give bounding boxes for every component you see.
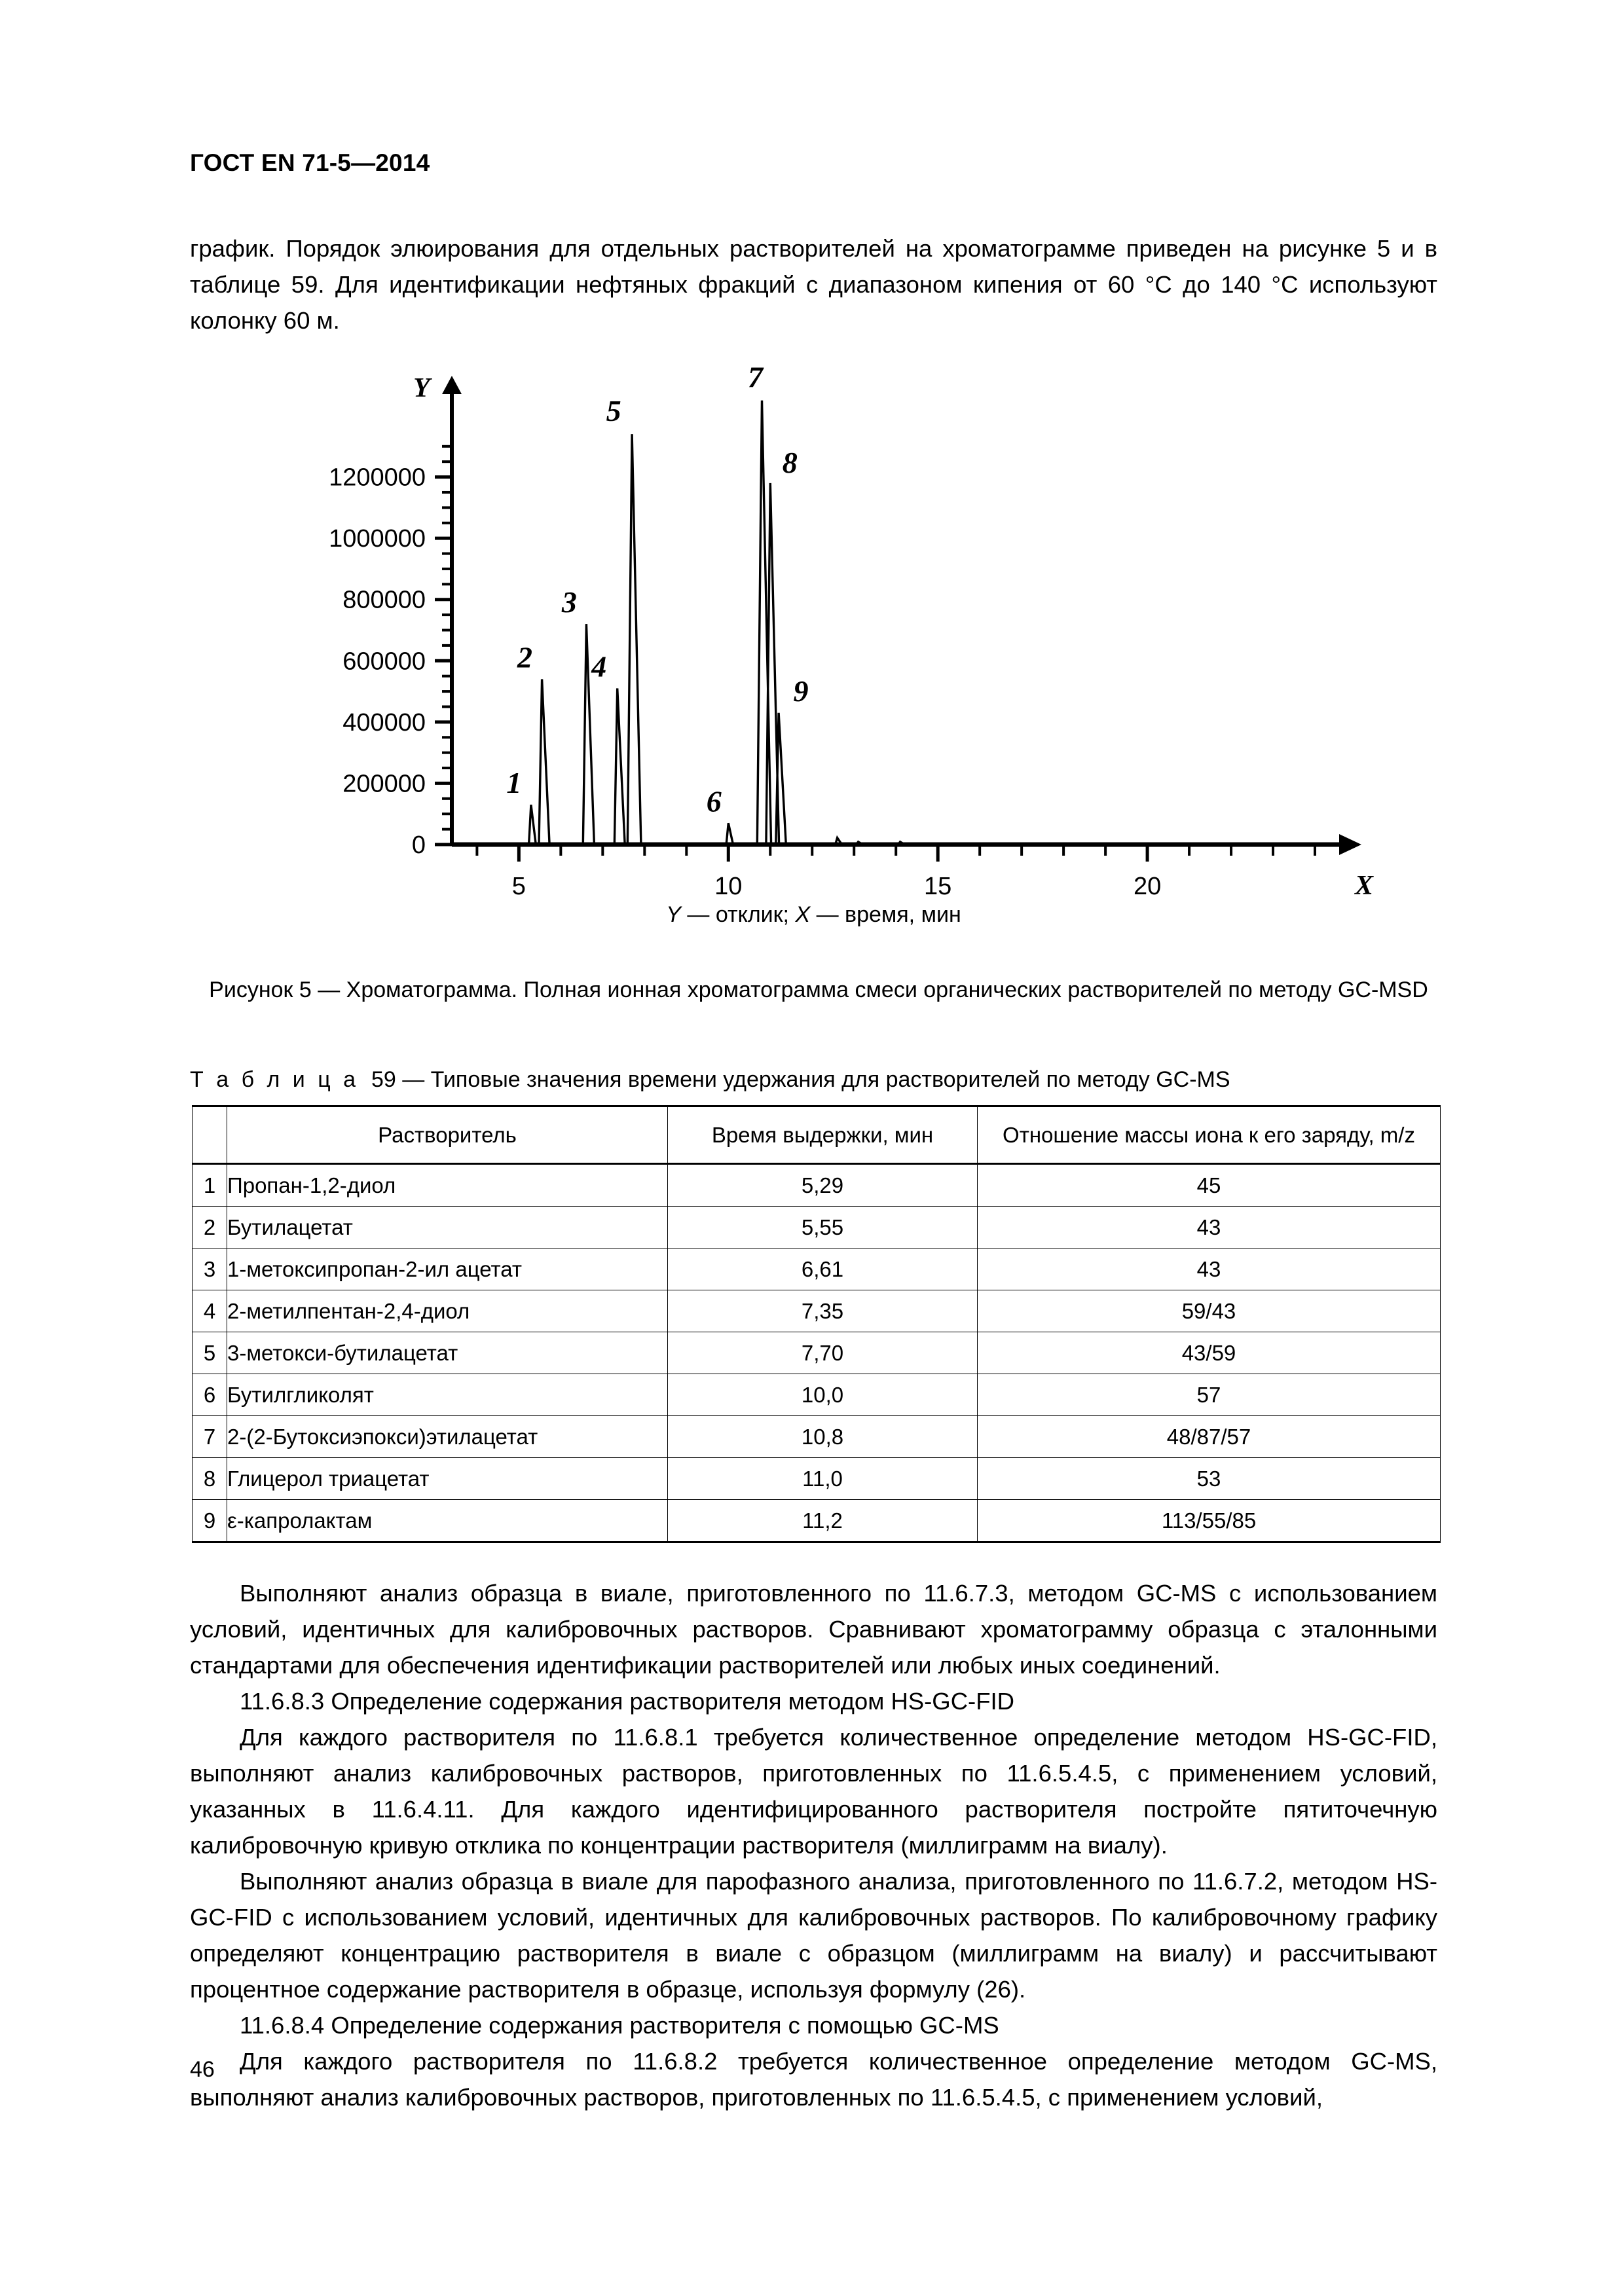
cell-index: 8 xyxy=(193,1458,227,1500)
cell-index: 7 xyxy=(193,1416,227,1458)
paragraph-6: Для каждого растворителя по 11.6.8.2 требуется количественное определение методом GC-MS, выполняют анализ калибровочных растворов, приготовленных по 11.6.5.4.5, с применением условий, xyxy=(190,2048,1437,2111)
table-title-prefix: Т а б л и ц а xyxy=(190,1067,360,1092)
chromatogram-figure xyxy=(190,354,1437,930)
cell-mz: 43 xyxy=(978,1248,1441,1290)
y-axis-tick-label: 1000000 xyxy=(329,525,426,553)
figure-axis-note xyxy=(190,902,1437,928)
table-row xyxy=(193,1290,1441,1332)
table-header-row xyxy=(193,1106,1441,1164)
table-row xyxy=(193,1374,1441,1416)
y-axis-arrow xyxy=(442,376,462,394)
cell-index: 2 xyxy=(193,1207,227,1248)
table-row xyxy=(193,1416,1441,1458)
table-row xyxy=(193,1248,1441,1290)
cell-mz: 48/87/57 xyxy=(978,1416,1441,1458)
table-title-rest: 59 — Типовые значения времени удержания для растворителей по методу GC-MS xyxy=(371,1067,1230,1092)
y-axis-tick-label: 400000 xyxy=(342,708,426,737)
clause-11-6-8-3-heading: 11.6.8.3 Определение содержания растворителя методом HS-GC-FID xyxy=(240,1688,1015,1715)
y-axis-tick-label: 600000 xyxy=(342,647,426,676)
clause-11-6-8-4-heading: 11.6.8.4 Определение содержания растворителя с помощью GC-MS xyxy=(240,2012,999,2039)
axis-note-x-letter: X xyxy=(795,902,811,927)
y-axis-tick-label: 200000 xyxy=(342,770,426,798)
cell-solvent: Пропан-1,2-диол xyxy=(227,1164,668,1207)
cell-solvent: Глицерол триацетат xyxy=(227,1458,668,1500)
peak-label-5: 5 xyxy=(606,394,621,428)
peak-label-1: 1 xyxy=(506,766,522,800)
table-head xyxy=(193,1106,1441,1164)
header-mass-charge: Отношение массы иона к его заряду, m/z xyxy=(978,1106,1441,1164)
x-axis-letter: X xyxy=(1354,871,1374,901)
table-body xyxy=(193,1164,1441,1542)
table-row xyxy=(193,1207,1441,1248)
cell-mz: 59/43 xyxy=(978,1290,1441,1332)
x-axis-arrow xyxy=(1339,834,1361,855)
table-row xyxy=(193,1164,1441,1207)
cell-time: 5,29 xyxy=(668,1164,978,1207)
paragraph-3: Для каждого растворителя по 11.6.8.1 требуется количественное определение методом HS-GC-FID, выполняют анализ калибровочных растворов, приготовленных по 11.6.5.4.5, с применением условий, указанных в 11.6.4.11. Для каждого идентифицированного растворителя постройте пятиточечную калибровочную кривую отклика по концентрации растворителя (миллиграмм на виалу). xyxy=(190,1724,1437,1859)
cell-index: 3 xyxy=(193,1248,227,1290)
cell-mz: 113/55/85 xyxy=(978,1500,1441,1542)
y-axis-tick-label: 800000 xyxy=(342,586,426,614)
cell-mz: 43 xyxy=(978,1207,1441,1248)
cell-time: 11,2 xyxy=(668,1500,978,1542)
cell-mz: 57 xyxy=(978,1374,1441,1416)
y-axis-letter: Y xyxy=(413,373,430,403)
peak-label-9: 9 xyxy=(793,674,809,708)
cell-solvent: ε-капролактам xyxy=(227,1500,668,1542)
cell-solvent: Бутилгликолят xyxy=(227,1374,668,1416)
peak-label-3: 3 xyxy=(561,585,577,619)
standard-header: ГОСТ EN 71-5—2014 xyxy=(190,149,430,176)
cell-mz: 43/59 xyxy=(978,1332,1441,1374)
cell-index: 4 xyxy=(193,1290,227,1332)
cell-index: 6 xyxy=(193,1374,227,1416)
table-row xyxy=(193,1458,1441,1500)
x-axis-tick-label: 10 xyxy=(714,873,743,900)
peak-label-8: 8 xyxy=(782,445,798,479)
cell-time: 10,8 xyxy=(668,1416,978,1458)
cell-solvent: 3-метокси-бутилацетат xyxy=(227,1332,668,1374)
axis-note-y-text: — отклик; xyxy=(680,902,796,927)
x-axis-tick-label: 20 xyxy=(1133,873,1162,900)
cell-time: 7,70 xyxy=(668,1332,978,1374)
lower-text-block xyxy=(190,1575,1437,2115)
cell-mz: 53 xyxy=(978,1458,1441,1500)
cell-time: 6,61 xyxy=(668,1248,978,1290)
cell-index: 1 xyxy=(193,1164,227,1207)
cell-solvent: 2-метилпентан-2,4-диол xyxy=(227,1290,668,1332)
retention-times-table xyxy=(192,1105,1441,1543)
cell-mz: 45 xyxy=(978,1164,1441,1207)
header-retention-time: Время выдержки, мин xyxy=(668,1106,978,1164)
cell-solvent: 1-метоксипропан-2-ил ацетат xyxy=(227,1248,668,1290)
cell-index: 9 xyxy=(193,1500,227,1542)
cell-solvent: 2-(2-Бутоксиэпокси)этилацетат xyxy=(227,1416,668,1458)
axis-note-x-text: — время, мин xyxy=(810,902,961,927)
table-row xyxy=(193,1332,1441,1374)
axis-note-y-letter: Y xyxy=(666,902,681,927)
peak-label-4: 4 xyxy=(591,649,607,683)
paragraph-1: Выполняют анализ образца в виале, приготовленного по 11.6.7.3, методом GC-MS с использованием условий, идентичных для калибровочных растворов. Сравнивают хроматограмму образца с эталонными стандартами для обеспечения идентификации растворителей или любых иных соединений. xyxy=(190,1580,1437,1679)
x-axis-tick-label: 5 xyxy=(511,873,526,900)
cell-time: 11,0 xyxy=(668,1458,978,1500)
header-index xyxy=(193,1106,227,1164)
figure-caption: Рисунок 5 — Хроматограмма. Полная ионная хроматограмма смеси органических растворителей по методу GC-MSD xyxy=(209,977,1428,1002)
cell-time: 7,35 xyxy=(668,1290,978,1332)
cell-solvent: Бутилацетат xyxy=(227,1207,668,1248)
peak-label-6: 6 xyxy=(706,784,722,818)
chromatogram-svg xyxy=(190,354,1437,930)
y-axis-tick-label: 0 xyxy=(411,831,426,859)
x-axis-tick-label: 15 xyxy=(924,873,952,900)
table-row xyxy=(193,1500,1441,1542)
cell-time: 5,55 xyxy=(668,1207,978,1248)
cell-time: 10,0 xyxy=(668,1374,978,1416)
cell-index: 5 xyxy=(193,1332,227,1374)
peak-label-2: 2 xyxy=(517,640,533,674)
table-title xyxy=(190,1067,1230,1093)
intro-paragraph-block xyxy=(190,230,1437,338)
y-axis-tick-label: 1200000 xyxy=(329,464,426,492)
peak-label-7: 7 xyxy=(747,360,763,394)
chromatogram-trace xyxy=(452,401,1336,845)
header-solvent: Растворитель xyxy=(227,1106,668,1164)
intro-paragraph: график. Порядок элюирования для отдельных растворителей на хроматограмме приведен на рисунке 5 и в таблице 59. Для идентификации нефтяных фракций с диапазоном кипения от 60 °C до 140 °C используют колонку 60 м. xyxy=(190,235,1437,334)
paragraph-4: Выполняют анализ образца в виале для парофазного анализа, приготовленного по 11.6.7.2, методом HS-GC-FID с использованием условий, идентичных для калибровочных растворов. По калибровочному графику определяют концентрацию растворителя в виале с образцом (миллиграмм на виалу) и рассчитывают процентное содержание растворителя в образце, используя формулу (26). xyxy=(190,1868,1437,2003)
page-number: 46 xyxy=(190,2057,215,2082)
